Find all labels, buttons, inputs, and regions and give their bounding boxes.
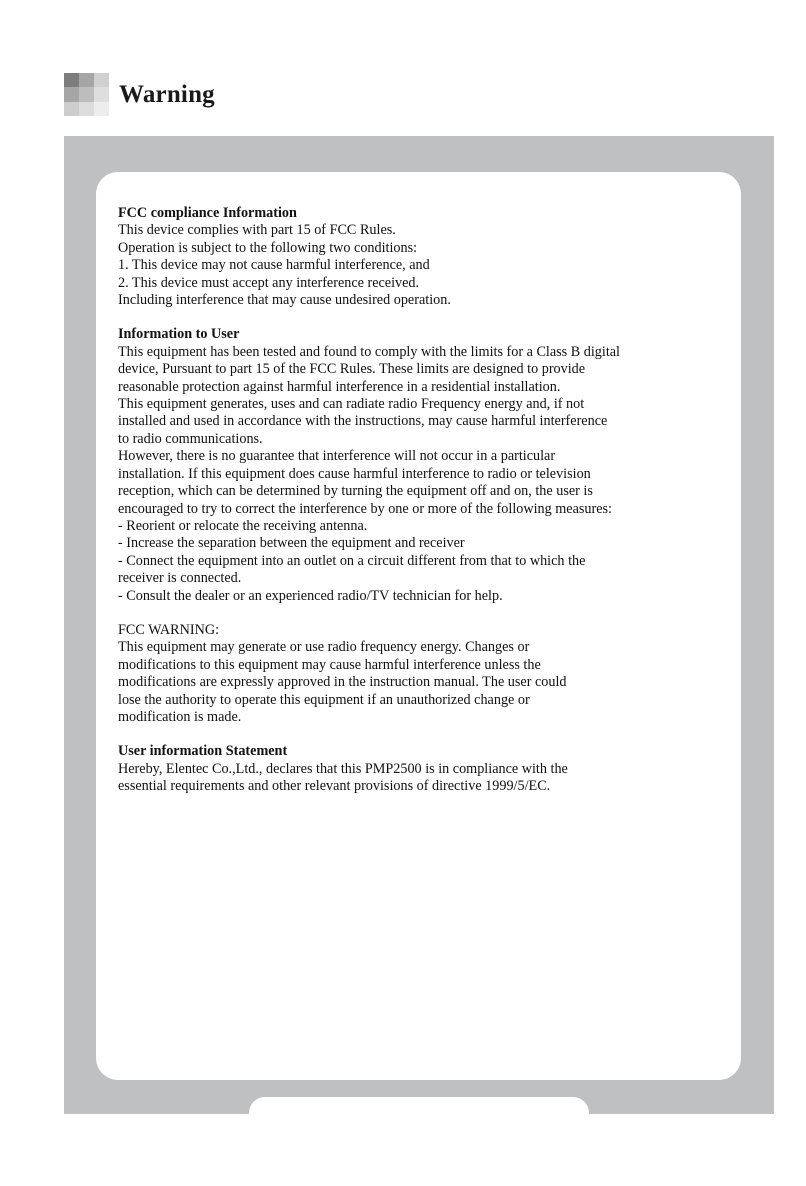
- information-to-user-section: [118, 326, 733, 605]
- section-line: This equipment has been tested and found to comply with the limits for a Class B digital: [118, 343, 621, 360]
- section-line: This equipment generates, uses and can radiate radio Frequency energy and, if not: [118, 396, 585, 413]
- icon-square: [94, 102, 109, 116]
- section-line: Hereby, Elentec Co.,Ltd., declares that this PMP2500 is in compliance with the: [118, 760, 568, 777]
- icon-square: [64, 102, 79, 116]
- section-line: This device complies with part 15 of FCC Rules.: [118, 222, 396, 239]
- icon-square: [79, 102, 94, 116]
- section-line: - Connect the equipment into an outlet on a circuit different from that to which the: [118, 552, 586, 569]
- section-line: to radio communications.: [118, 430, 263, 447]
- user-information-statement-section: [118, 743, 733, 795]
- section-line: modifications are expressly approved in the instruction manual. The user could: [118, 674, 567, 691]
- section-heading: Information to User: [118, 326, 240, 343]
- icon-square: [94, 73, 109, 87]
- icon-square: [64, 87, 79, 101]
- section-line: reception, which can be determined by turning the equipment off and on, the user is: [118, 483, 593, 500]
- section-line: - Consult the dealer or an experienced radio/TV technician for help.: [118, 587, 503, 604]
- icon-square: [64, 73, 79, 87]
- section-line: essential requirements and other relevant provisions of directive 1999/5/EC.: [118, 778, 551, 795]
- section-line: Including interference that may cause undesired operation.: [118, 292, 451, 309]
- section-line: modification is made.: [118, 708, 242, 725]
- section-line: Operation is subject to the following two conditions:: [118, 239, 418, 256]
- bottom-tab: [249, 1097, 589, 1127]
- icon-square: [94, 87, 109, 101]
- gradient-squares-icon: [64, 73, 109, 116]
- icon-square: [79, 87, 94, 101]
- section-line: device, Pursuant to part 15 of the FCC Rules. These limits are designed to provide: [118, 361, 586, 378]
- fcc-warning-section: [118, 622, 733, 726]
- fcc-compliance-section: [118, 205, 733, 309]
- section-line: modifications to this equipment may cause harmful interference unless the: [118, 656, 541, 673]
- section-line: However, there is no guarantee that interference will not occur in a particular: [118, 448, 556, 465]
- section-line: - Increase the separation between the equipment and receiver: [118, 535, 465, 552]
- section-line: receiver is connected.: [118, 570, 242, 587]
- section-line: installation. If this equipment does cause harmful interference to radio or television: [118, 465, 591, 482]
- section-line: reasonable protection against harmful interference in a residential installation.: [118, 378, 561, 395]
- section-heading: User information Statement: [118, 743, 288, 760]
- section-line: installed and used in accordance with the instructions, may cause harmful interference: [118, 413, 608, 430]
- section-heading: FCC compliance Information: [118, 205, 297, 221]
- section-line: This equipment may generate or use radio frequency energy. Changes or: [118, 639, 530, 656]
- icon-square: [79, 73, 94, 87]
- section-line: 1. This device may not cause harmful interference, and: [118, 257, 430, 274]
- section-heading: FCC WARNING:: [118, 621, 220, 638]
- section-line: lose the authority to operate this equipment if an unauthorized change or: [118, 691, 530, 708]
- section-line: encouraged to try to correct the interference by one or more of the following measures:: [118, 500, 612, 517]
- section-line: 2. This device must accept any interference received.: [118, 274, 420, 291]
- section-line: - Reorient or relocate the receiving antenna.: [118, 517, 368, 534]
- warning-content: [118, 205, 733, 813]
- page-title: Warning: [119, 81, 215, 108]
